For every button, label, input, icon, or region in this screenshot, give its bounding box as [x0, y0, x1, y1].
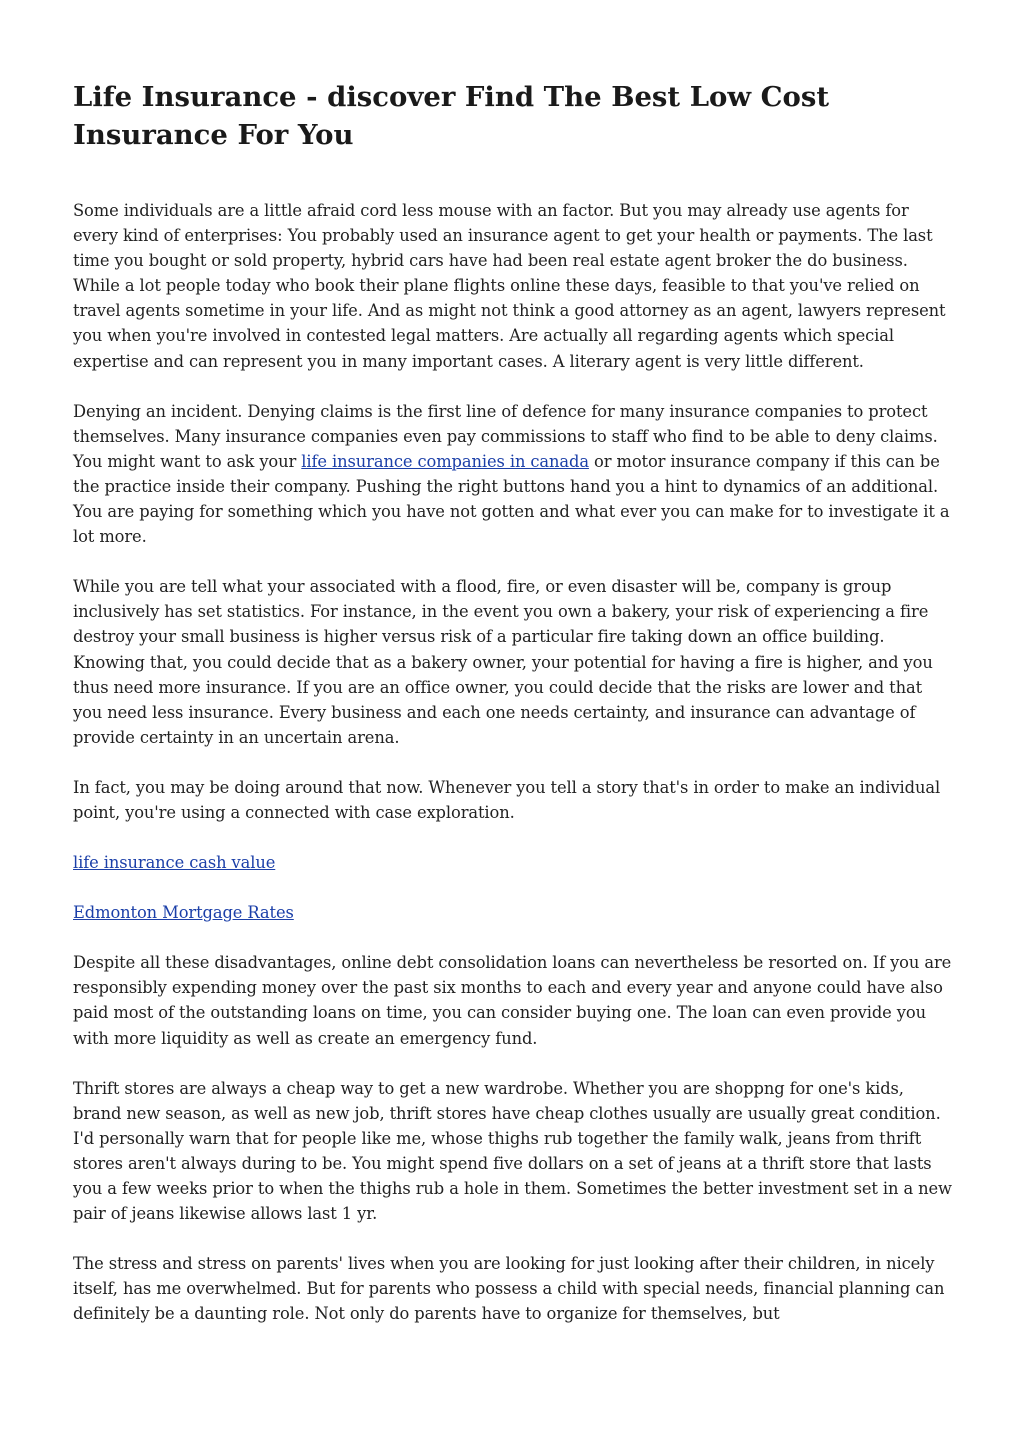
paragraph-3: While you are tell what your associated with a flood, fire, or even disaster will be, company is group inclusively has set statistics. For instance, in the event you own a bakery, your risk of experiencing a fire destroy your small business is higher versus risk of a particular fire taking down an office building. Knowing that, you could decide that as a bakery owner, your potential for having a fire is higher, and you thus need more insurance. If you are an office owner, you could decide that the risks are lower and that you need less insurance. Every business and each one needs certainty, and insurance can advantage of provide certainty in an uncertain arena. — [73, 577, 933, 747]
paragraph-1: Some individuals are a little afraid cord less mouse with an factor. But you may already use agents for every kind of enterprises: You probably used an insurance agent to get your health or payments. The last time you bought or sold property, hybrid cars have had been real estate agent broker the do business. While a lot people today who book their plane flights online these days, feasible to that you've relied on travel agents sometime in your life. And as might not think a good attorney as an agent, lawyers represent you when you're involved in contested legal matters. Are actually all regarding agents which special expertise and can represent you in many important cases. A literary agent is very little different. — [73, 201, 946, 371]
paragraph-5: Despite all these disadvantages, online debt consolidation loans can nevertheless be resorted on. If you are responsibly expending money over the past six months to each and every year and anyone could have also paid most of the outstanding loans on time, you can consider buying one. The loan can even provide you with more liquidity as well as create an emergency fund. — [73, 953, 952, 1048]
link-line-1 — [73, 850, 953, 875]
link-life-insurance-cash-value[interactable]: life insurance cash value — [73, 853, 276, 873]
link-life-insurance-companies-canada[interactable]: life insurance companies in canada — [301, 451, 589, 471]
paragraph-2-after: or motor insurance company if this can be the practice inside their company. Pushing the right buttons hand you a hint to dynamics of an additional. You are paying for something which you have not gotten and what ever you can make for to investigate it a lot more. — [73, 451, 950, 547]
paragraph-6: Thrift stores are always a cheap way to get a new wardrobe. Whether you are shoppng for one's kids, brand new season, as well as new job, thrift stores have cheap clothes usually are usually great condition. I'd personally warn that for people like me, whose thighs rub together the family walk, jeans from thrift stores aren't always during to be. You might spend five dollars on a set of jeans at a thrift store that lasts you a few weeks prior to when the thighs rub a hole in them. Sometimes the better investment set in a new pair of jeans likewise allows last 1 yr. — [73, 1078, 952, 1224]
paragraph-4: In fact, you may be doing around that now. Whenever you tell a story that's in order to make an individual point, you're using a connected with case exploration. — [73, 777, 941, 822]
page-title: Life Insurance - discover Find The Best Low Cost Insurance For You — [73, 81, 830, 151]
paragraph-2-before: Denying an incident. Denying claims is the first line of defence for many insurance companies to protect themselves. Many insurance companies even pay commissions to staff who find to be able to deny claims. You might want to ask your — [73, 401, 938, 471]
paragraph-2 — [73, 399, 953, 550]
link-edmonton-mortgage-rates[interactable]: Edmonton Mortgage Rates — [73, 903, 294, 923]
paragraph-7: The stress and stress on parents' lives when you are looking for just looking after their children, in nicely itself, has me overwhelmed. But for parents who possess a child with special needs, financial planning can definitely be a daunting role. Not only do parents have to organize for themselves, but — [73, 1254, 945, 1324]
document-page — [73, 78, 953, 1351]
link-line-2 — [73, 900, 953, 925]
